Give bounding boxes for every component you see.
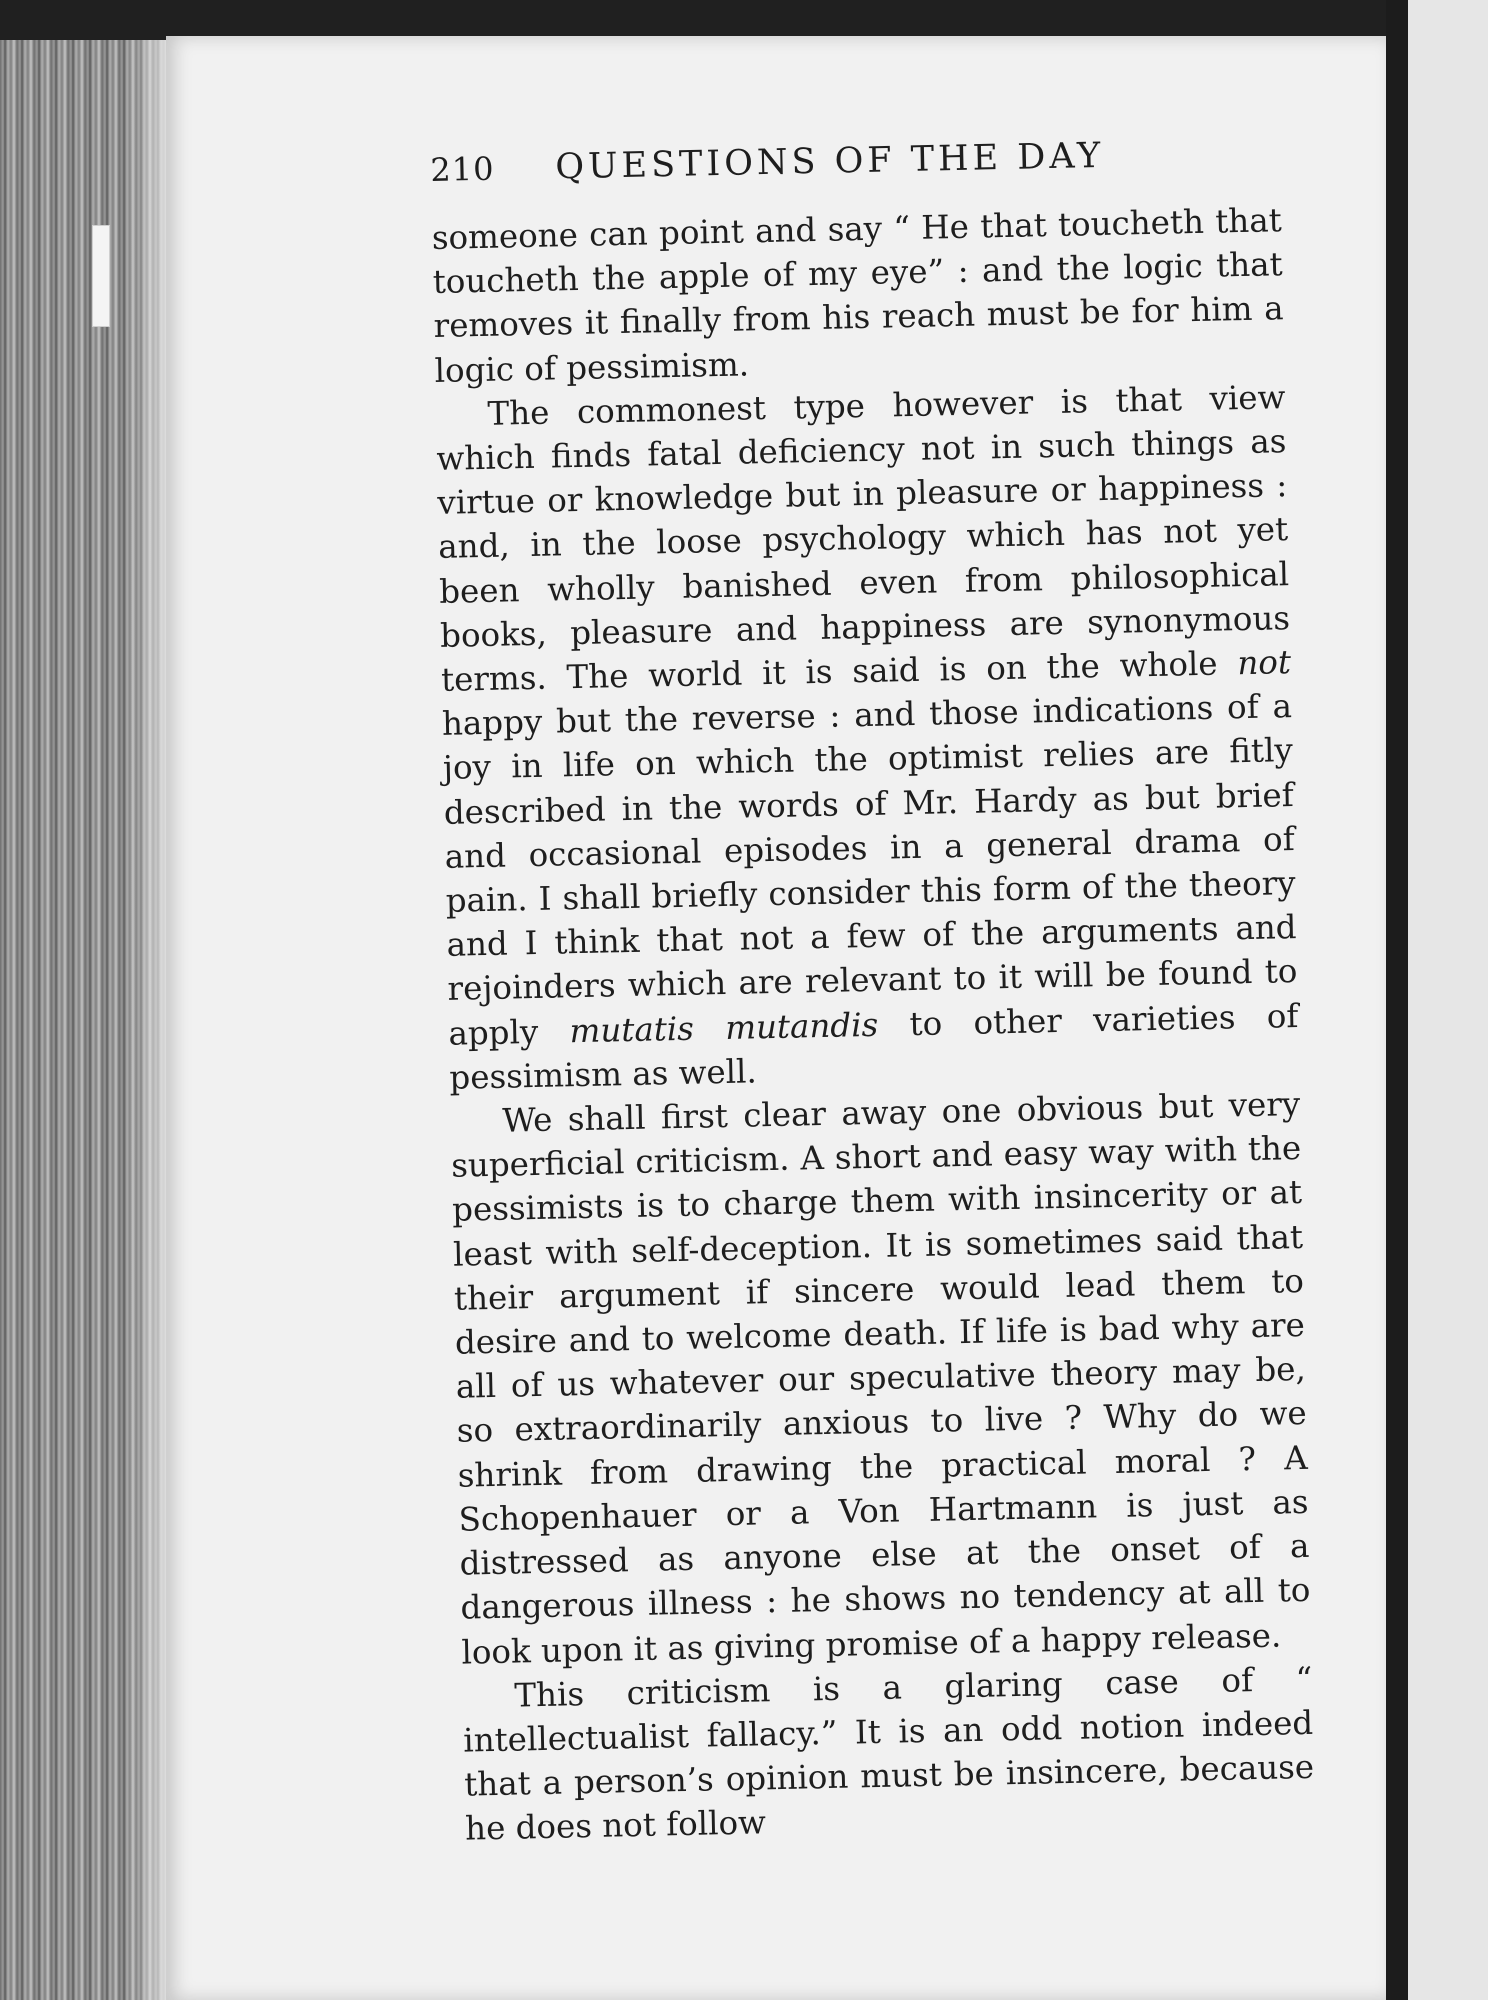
page-tab-mark [92,225,110,327]
facing-page-edge [1408,0,1488,2000]
emphasis-mutatis-mutandis: mutatis mutandis [569,1005,879,1050]
book-page-edges [0,40,168,2000]
body-text [431,198,1315,1851]
book-gutter-shadow [1386,0,1408,2000]
paragraph-2 [435,375,1300,1100]
paragraph-2-part-2: happy but the reverse : and those indications of a joy in life on which the optimist relies are fitly described in the words of Mr. Hardy as but brief and occasional episodes in a general drama of pain. I shall briefly consider this form of the theory and I think that not a few of the arguments and rejoinders which are relevant to it will be found to apply [441,687,1298,1053]
paragraph-3: We shall first clear away one obvious but very superficial criticism. A short and easy way with the pessimists is to charge them with insincerity or at least with self-deception. It is sometimes said that their argument if sincere would lead them to desire and to welcome death. If life is bad why are all of us whatever our speculative theory may be, so extraordinarily anxious to live ? Why do we shrink from drawing the practical moral ? A Schopenhauer or a Von Hartmann is just as distressed as anyone else at the onset of a dangerous illness : he shows no tendency at all to look upon it as giving promise of a happy release. [450,1085,1311,1672]
running-title: QUESTIONS OF THE DAY [554,135,1105,188]
paragraph-4: This criticism is a glaring case of “ intellectualist fallacy.” It is an odd notion indeed that a person’s opinion must be insincere, because he does not follow [462,1659,1315,1848]
paragraph-2-part-1: The commonest type however is that view which finds fatal deficiency not in such things as virtue or knowledge but in pleasure or happiness : and, in the loose psychology which has not yet been wholly banished even from philosophical books, pleasure and happiness are synonymous terms. The world it is said is on the whole [436,377,1291,699]
paragraph-2-part-3: to other varieties of pessimism as well. [449,996,1299,1097]
emphasis-not: not [1236,643,1292,683]
page-content [430,132,1315,1851]
scanner-top-band [0,0,1488,40]
page-number: 210 [430,149,495,189]
paragraph-1: someone can point and say “ He that toucheth that toucheth the apple of my eye” : and the logic that removes it finally from his reach must be for him a logic of pessimism. [431,201,1284,390]
